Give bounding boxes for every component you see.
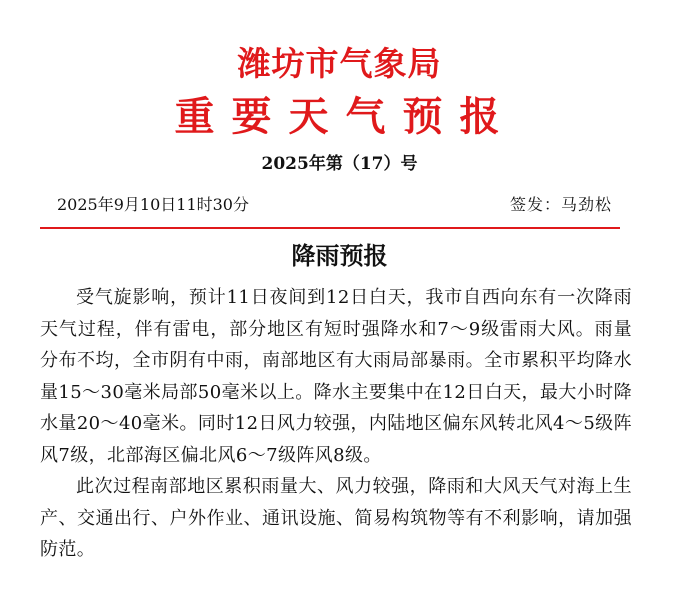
article-body [40, 282, 632, 566]
issuing-organization: 潍坊市气象局 [237, 44, 442, 83]
issue-time: 2025年9月10日11时30分 [57, 195, 249, 214]
article-headline: 降雨预报 [291, 242, 388, 270]
red-divider-line [40, 227, 620, 229]
signer: 签发：马劲松 [509, 195, 612, 214]
paragraph: 此次过程南部地区累积雨量大、风力较强，降雨和大风天气对海上生产、交通出行、户外作业、通讯设施、简易构筑物等有不利影响，请加强防范。 [40, 476, 632, 560]
document-title: 重要天气预报 [174, 93, 517, 140]
issue-number: 2025年第（17）号 [261, 154, 418, 174]
paragraph: 受气旋影响，预计11日夜间到12日白天，我市自西向东有一次降雨天气过程，伴有雷电，部分地区有短时强降水和7～9级雷雨大风。雨量分布不均，全市阴有中雨，南部地区有大雨局部暴雨。全市累积平均降水量15～30毫米局部50毫米以上。降水主要集中在12日白天，最大小时降水量20～40毫米。同时12日风力较强，内陆地区偏东风转北风4～5级阵风7级，北部海区偏北风6～7级阵风8级。 [40, 287, 632, 466]
